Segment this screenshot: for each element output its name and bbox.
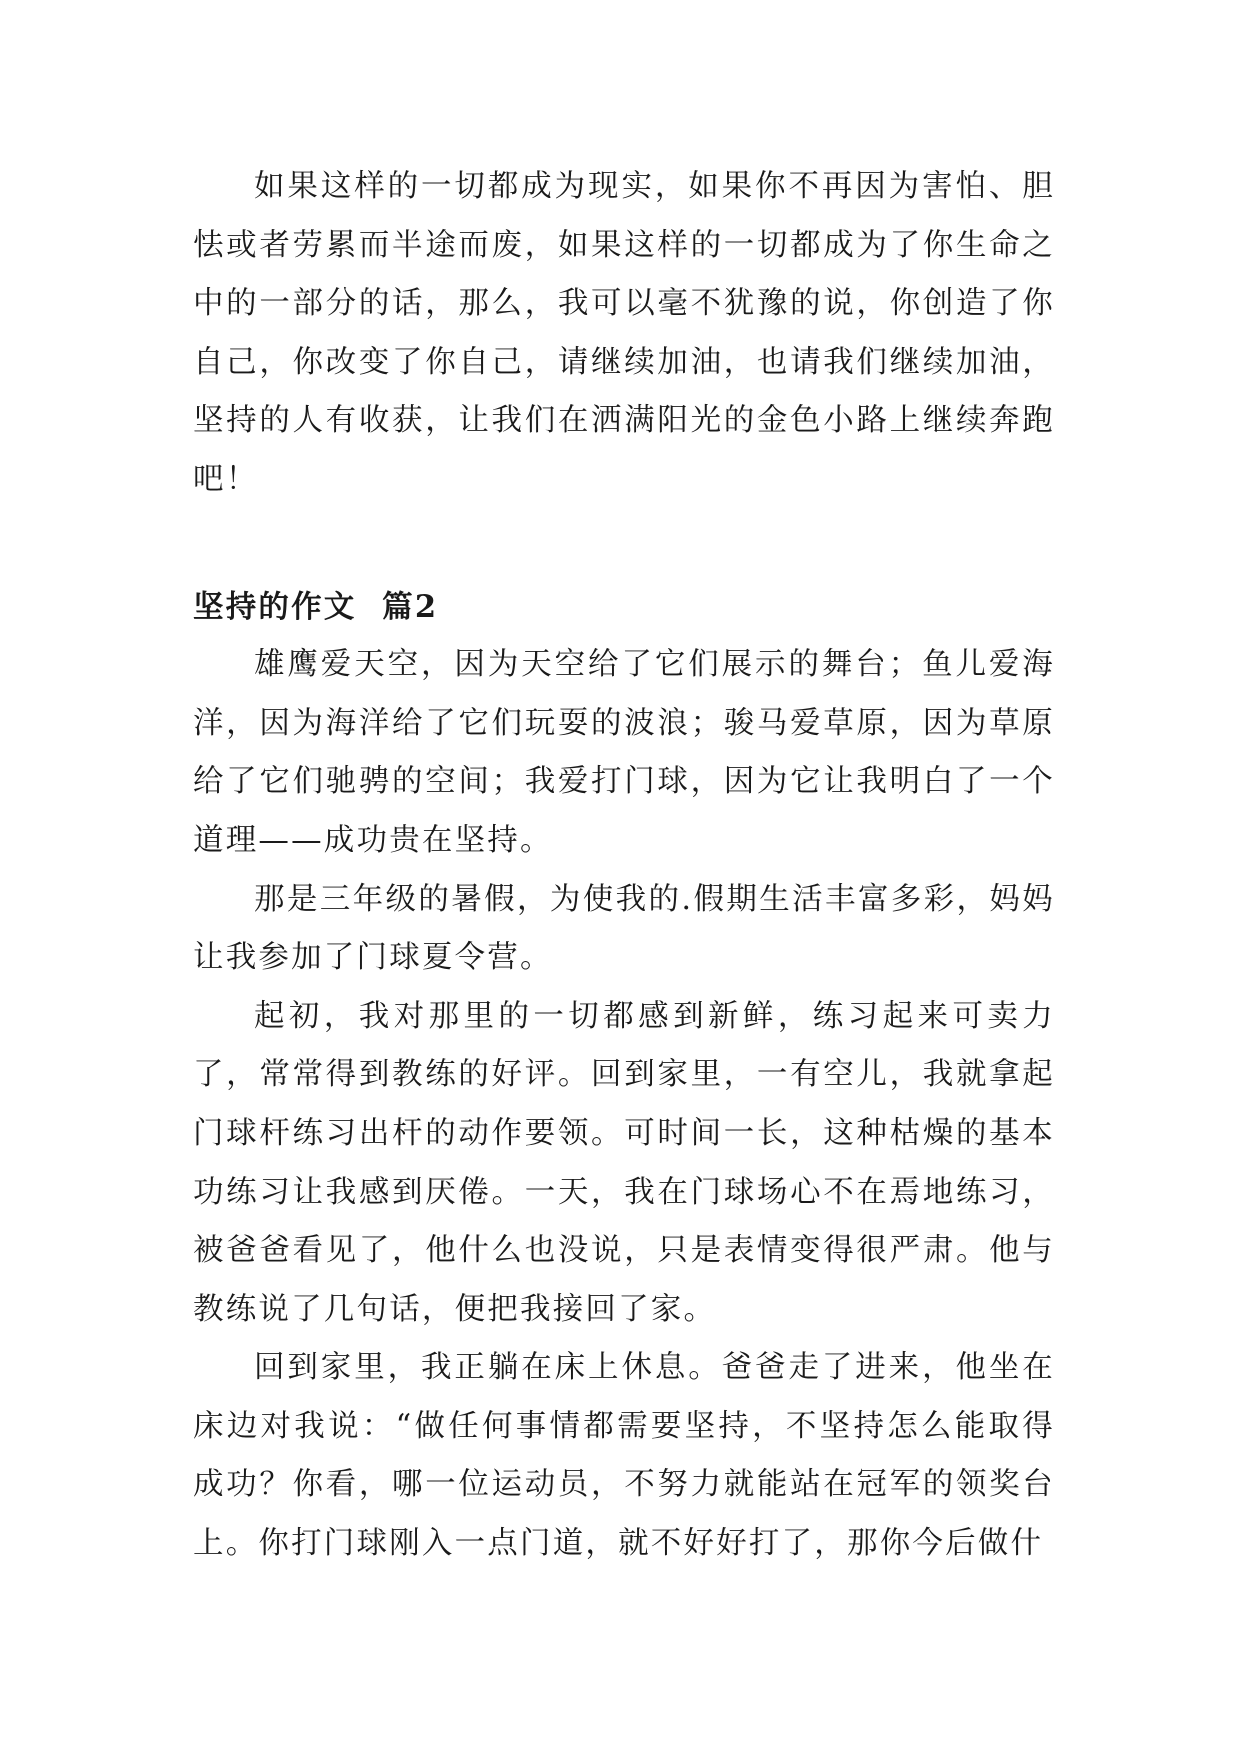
document-body — [193, 158, 1055, 1574]
paragraph-practice: 起初，我对那里的一切都感到新鲜，练习起来可卖力了，常常得到教练的好评。回到家里，一有空儿，我就拿起门球杆练习出杆的动作要领。可时间一长，这种枯燥的基本功练习让我感到厌倦。一天，我在门球场心不在焉地练习，被爸爸看见了，他什么也没说，只是表情变得很严肃。他与教练说了几句话，便把我接回了家。 — [193, 998, 1055, 1327]
section-spacer — [193, 510, 1055, 578]
paragraph-father: 回到家里，我正躺在床上休息。爸爸走了进来，他坐在床边对我说：“做任何事情都需要坚持，不坚持怎么能取得成功？你看，哪一位运动员，不努力就能站在冠军的领奖台上。你打门球刚入一点门道，就不好好打了，那你今后做什 — [193, 1350, 1055, 1562]
paragraph-conclusion: 如果这样的一切都成为现实，如果你不再因为害怕、胆怯或者劳累而半途而废，如果这样的一切都成为了你生命之中的一部分的话，那么，我可以毫不犹豫的说，你创造了你自己，你改变了你自己，请继续加油，也请我们继续加油，坚持的人有收获，让我们在洒满阳光的金色小路上继续奔跑吧！ — [193, 169, 1055, 497]
paragraph-intro: 雄鹰爱天空，因为天空给了它们展示的舞台；鱼儿爱海洋，因为海洋给了它们玩耍的波浪；骏马爱草原，因为草原给了它们驰骋的空间；我爱打门球，因为它让我明白了一个道理——成功贵在坚持。 — [193, 647, 1055, 858]
section-title: 坚持的作文 篇2 — [193, 588, 439, 625]
paragraph-summer: 那是三年级的暑假，为使我的.假期生活丰富多彩，妈妈让我参加了门球夏令营。 — [193, 881, 1055, 976]
